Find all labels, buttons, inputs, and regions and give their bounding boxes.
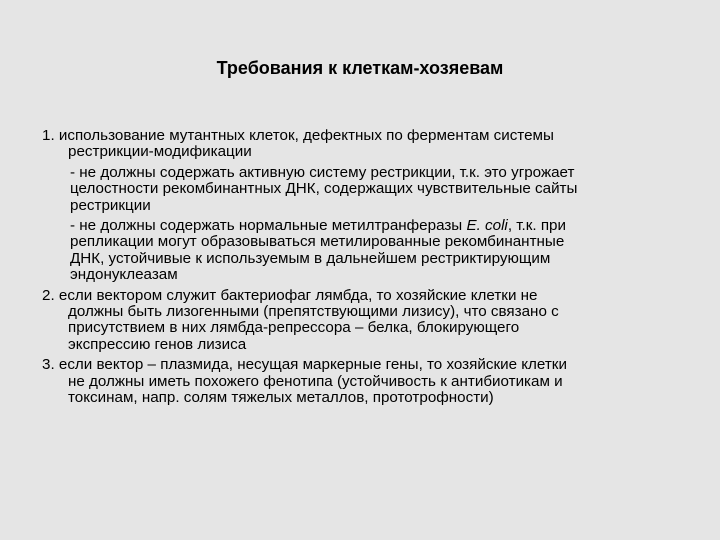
- text-line: 2. если вектором служит бактериофаг лямбда, то хозяйские клетки не: [42, 286, 538, 304]
- text-line: экспрессию генов лизиса: [68, 335, 247, 353]
- text-line: присутствием в них лямбда-репрессора – белка, блокирующего: [68, 319, 520, 337]
- requirement-item-2: [42, 288, 692, 354]
- text-fragment: , т.к. при: [507, 217, 566, 235]
- text-line: целостности рекомбинантных ДНК, содержащих чувствительные сайты: [70, 180, 578, 198]
- text-line: репликации могут образовываться метилированные рекомбинантные: [70, 233, 565, 251]
- text-line: - не должны содержать активную систему рестрикции, т.к. это угрожает: [70, 163, 575, 181]
- text-line: эндонуклеазам: [70, 266, 178, 284]
- text-line: токсинам, напр. солям тяжелых металлов, прототрофности): [68, 389, 494, 407]
- text-line: 3. если вектор – плазмида, несущая маркерные гены, то хозяйские клетки: [42, 356, 567, 374]
- text-line: рестрикции-модификации: [68, 143, 252, 161]
- requirement-item-3: [42, 357, 692, 406]
- text-fragment: - не должны содержать нормальные метилтранферазы: [70, 217, 467, 235]
- text-line: не должны иметь похожего фенотипа (устойчивость к антибиотикам и: [68, 372, 563, 390]
- slide-content: [42, 128, 692, 411]
- text-line: [70, 218, 692, 234]
- text-line: ДНК, устойчивые к используемым в дальнейшем рестриктирующим: [70, 249, 551, 267]
- organism-name: E. coli: [466, 217, 508, 235]
- text-line: должны быть лизогенными (препятствующими лизису), что связано с: [68, 303, 559, 321]
- text-line: 1. использование мутантных клеток, дефектных по ферментам системы: [42, 127, 554, 144]
- text-line: рестрикции: [70, 196, 151, 214]
- slide-title: Требования к клеткам-хозяевам: [216, 58, 504, 78]
- sub-item-2: [42, 218, 692, 284]
- requirement-item-1: [42, 128, 692, 161]
- sub-item-1: [42, 165, 692, 214]
